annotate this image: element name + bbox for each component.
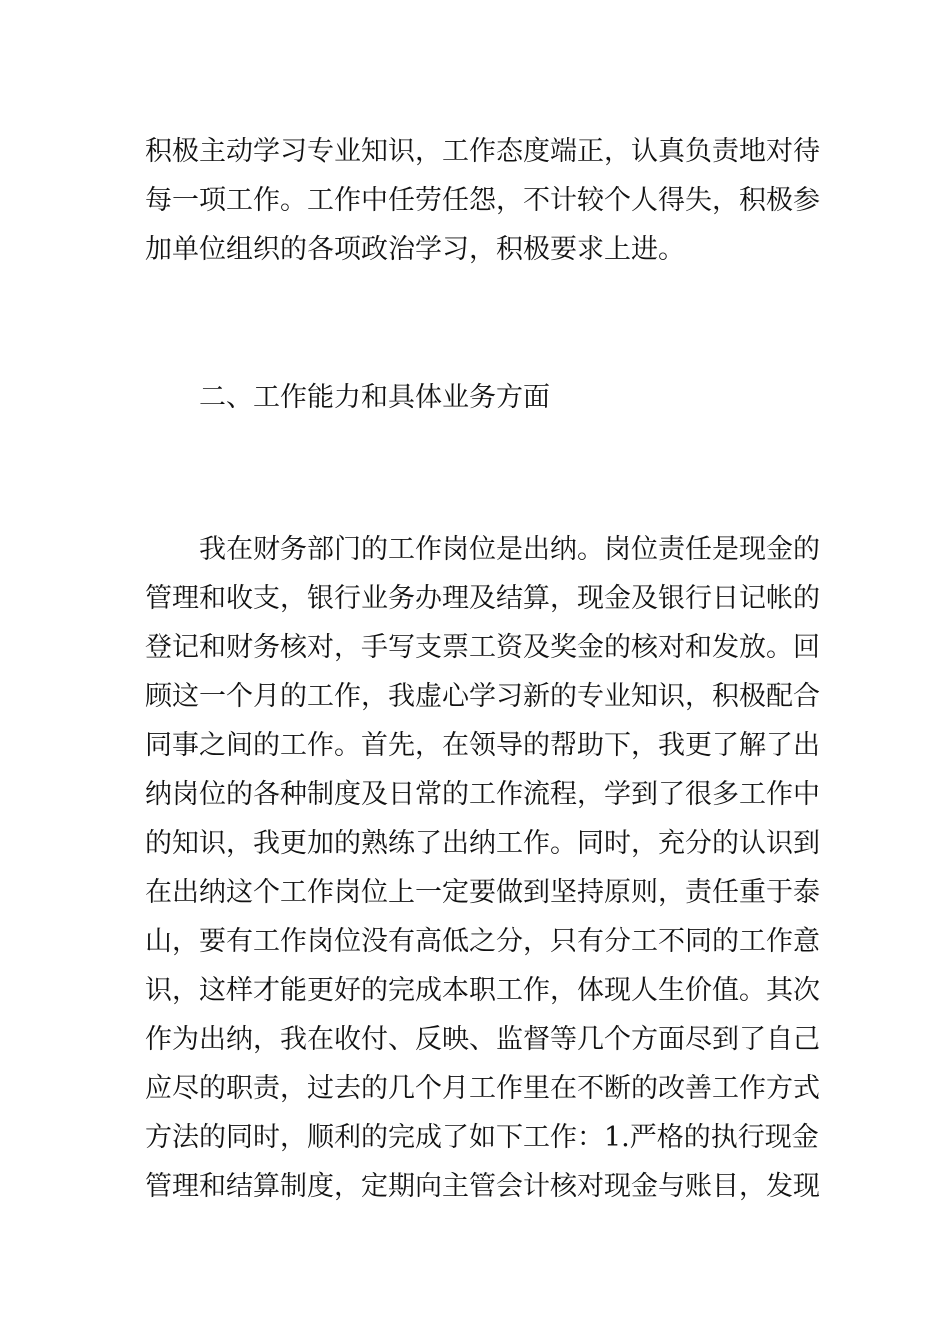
- body-paragraph: [145, 525, 820, 1211]
- heading-text: 二、工作能力和具体业务方面: [199, 382, 550, 413]
- text-line: 方法的同时，顺利的完成了如下工作：1.严格的执行现金: [145, 1122, 819, 1153]
- text-line: 顾这一个月的工作，我虚心学习新的专业知识，积极配合: [145, 681, 820, 712]
- text-line: 加单位组织的各项政治学习，积极要求上进。: [145, 234, 685, 265]
- text-line: 识，这样才能更好的完成本职工作，体现人生价值。其次: [145, 975, 820, 1006]
- text-line: 管理和收支，银行业务办理及结算，现金及银行日记帐的: [145, 583, 820, 614]
- text-line: 积极主动学习专业知识，工作态度端正，认真负责地对待: [145, 136, 820, 167]
- section-heading: [145, 373, 810, 422]
- text-line: 应尽的职责，过去的几个月工作里在不断的改善工作方式: [145, 1073, 820, 1104]
- text-line: 登记和财务核对，手写支票工资及奖金的核对和发放。回: [145, 632, 820, 663]
- text-line: 山，要有工作岗位没有高低之分，只有分工不同的工作意: [145, 926, 820, 957]
- text-line: 管理和结算制度，定期向主管会计核对现金与账目，发现: [145, 1171, 820, 1202]
- text-line: 每一项工作。工作中任劳任怨，不计较个人得失，积极参: [145, 185, 820, 216]
- text-line: 同事之间的工作。首先，在领导的帮助下，我更了解了出: [145, 730, 820, 761]
- text-line: 在出纳这个工作岗位上一定要做到坚持原则，责任重于泰: [145, 877, 820, 908]
- body-paragraph: [145, 127, 820, 274]
- text-line: 纳岗位的各种制度及日常的工作流程，学到了很多工作中: [145, 779, 820, 810]
- text-line: 的知识，我更加的熟练了出纳工作。同时，充分的认识到: [145, 828, 820, 859]
- text-line: 我在财务部门的工作岗位是出纳。岗位责任是现金的: [199, 534, 820, 565]
- text-line: 作为出纳，我在收付、反映、监督等几个方面尽到了自己: [145, 1024, 820, 1055]
